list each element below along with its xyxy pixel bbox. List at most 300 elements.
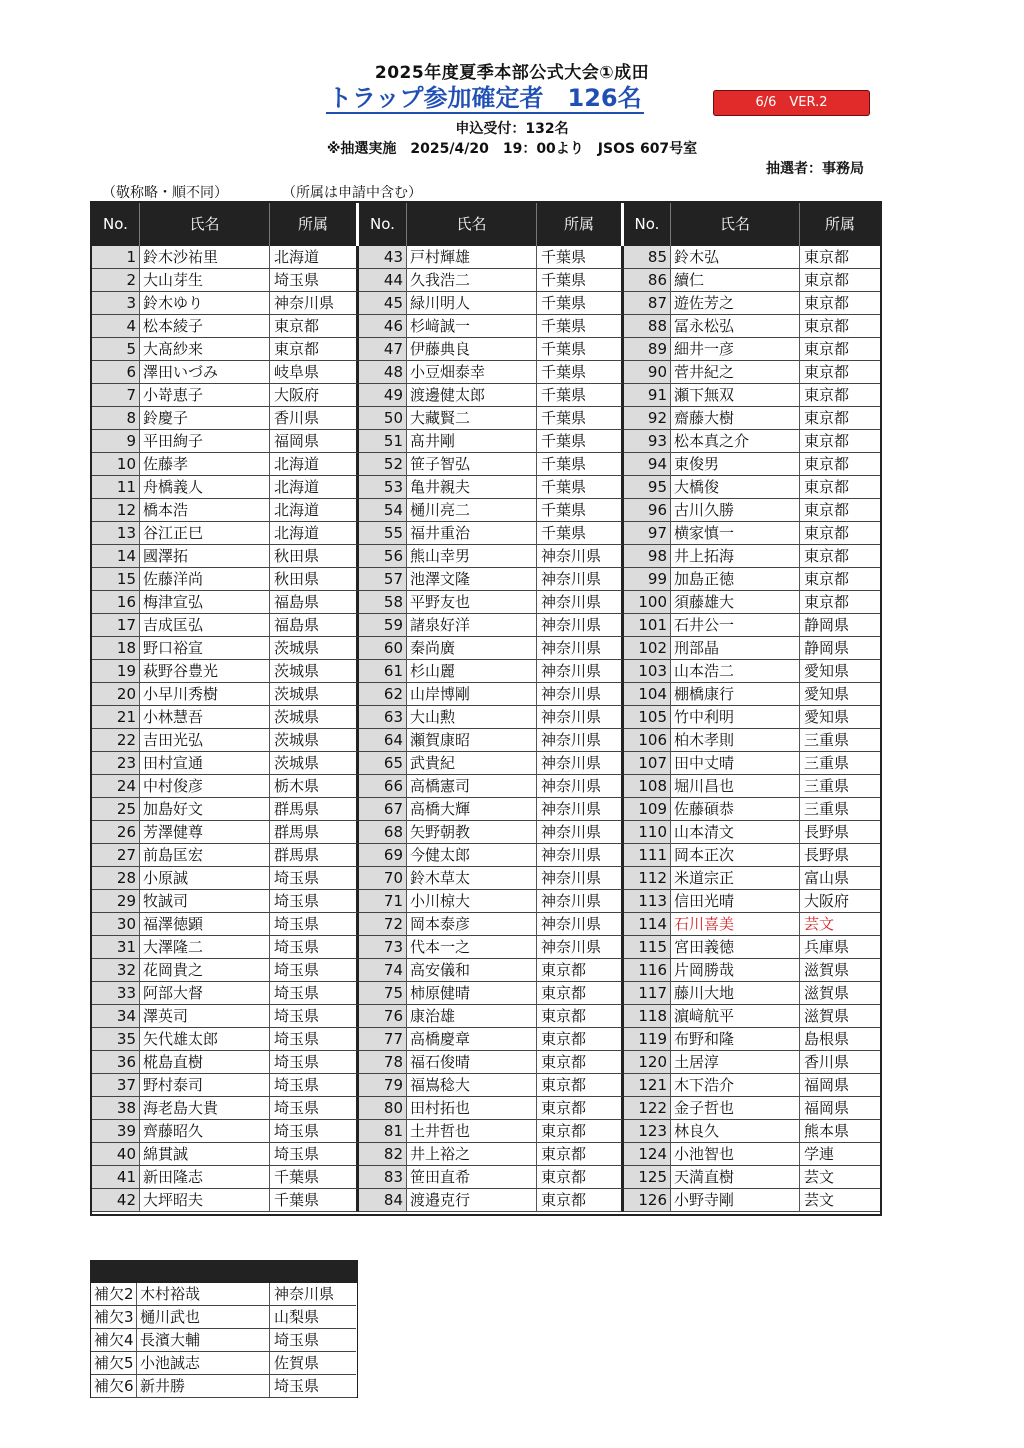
entry-name: 加島正徳	[671, 568, 800, 591]
entry-affiliation: 神奈川県	[537, 775, 624, 798]
entry-number: 46	[359, 315, 407, 338]
entry-number: 6	[92, 361, 140, 384]
entry-affiliation: 東京都	[800, 430, 880, 453]
entry-name: 橋本浩	[140, 499, 270, 522]
entry-number: 79	[359, 1074, 407, 1097]
header-name-3: 氏名	[671, 203, 800, 246]
reserve-row	[91, 1306, 357, 1329]
entry-name: 東俊男	[671, 453, 800, 476]
entry-name: 諸泉好洋	[407, 614, 537, 637]
table-body	[92, 246, 880, 1212]
entry-name: 佐藤孝	[140, 453, 270, 476]
entry-number: 23	[92, 752, 140, 775]
entry-affiliation: 東京都	[537, 1028, 624, 1051]
table-row	[92, 1189, 880, 1212]
entry-affiliation: 長野県	[800, 821, 880, 844]
entry-number: 78	[359, 1051, 407, 1074]
entry-name: 加島好文	[140, 798, 270, 821]
entry-name: 鈴木ゆり	[140, 292, 270, 315]
entry-number: 51	[359, 430, 407, 453]
entry-affiliation: 東京都	[800, 338, 880, 361]
entry-number: 2	[92, 269, 140, 292]
table-row	[92, 982, 880, 1005]
entry-number: 80	[359, 1097, 407, 1120]
table-row	[92, 476, 880, 499]
entry-name: 花岡貴之	[140, 959, 270, 982]
reserve-name: 樋川武也	[137, 1306, 270, 1329]
entry-affiliation: 神奈川県	[537, 821, 624, 844]
note-affiliation: （所属は申請中含む）	[282, 185, 422, 201]
entry-affiliation: 東京都	[537, 1143, 624, 1166]
entry-name: 田村拓也	[407, 1097, 537, 1120]
entry-affiliation: 芸文	[800, 913, 880, 936]
entry-affiliation: 愛知県	[800, 706, 880, 729]
entry-number: 57	[359, 568, 407, 591]
table-row	[92, 1143, 880, 1166]
table-row	[92, 637, 880, 660]
table-row	[92, 1074, 880, 1097]
drawer-info: 抽選者：事務局	[766, 161, 864, 177]
entry-name: 山本浩二	[671, 660, 800, 683]
table-row	[92, 522, 880, 545]
entry-affiliation: 東京都	[270, 315, 359, 338]
entry-affiliation: 東京都	[800, 315, 880, 338]
entry-affiliation: 芸文	[800, 1189, 880, 1212]
entry-name: 布野和隆	[671, 1028, 800, 1051]
entry-name: 今健太郎	[407, 844, 537, 867]
entry-affiliation: 埼玉県	[270, 913, 359, 936]
entry-name: 亀井親夫	[407, 476, 537, 499]
entry-affiliation: 千葉県	[537, 522, 624, 545]
entry-name: 小野寺剛	[671, 1189, 800, 1212]
entry-number: 102	[624, 637, 671, 660]
entry-name: 阿部大督	[140, 982, 270, 1005]
entry-name: 小池智也	[671, 1143, 800, 1166]
reserve-name: 木村裕哉	[137, 1283, 270, 1306]
entry-affiliation: 島根県	[800, 1028, 880, 1051]
entry-number: 105	[624, 706, 671, 729]
entry-number: 49	[359, 384, 407, 407]
entry-affiliation: 神奈川県	[537, 913, 624, 936]
entry-number: 43	[359, 246, 407, 269]
reserve-table	[90, 1260, 358, 1398]
table-row	[92, 1028, 880, 1051]
entry-number: 63	[359, 706, 407, 729]
entry-number: 126	[624, 1189, 671, 1212]
entry-affiliation: 三重県	[800, 752, 880, 775]
entry-affiliation: 埼玉県	[270, 1120, 359, 1143]
entry-number: 123	[624, 1120, 671, 1143]
entry-affiliation: 東京都	[537, 1074, 624, 1097]
entry-affiliation: 神奈川県	[537, 844, 624, 867]
entry-name: 戸村輝雄	[407, 246, 537, 269]
entry-affiliation: 神奈川県	[537, 729, 624, 752]
table-row	[92, 959, 880, 982]
entry-affiliation: 東京都	[800, 384, 880, 407]
entry-affiliation: 茨城県	[270, 660, 359, 683]
table-row	[92, 499, 880, 522]
entry-affiliation: 三重県	[800, 775, 880, 798]
entry-number: 82	[359, 1143, 407, 1166]
entry-name: 緑川明人	[407, 292, 537, 315]
entry-name: 吉田光弘	[140, 729, 270, 752]
entry-name: 松本綾子	[140, 315, 270, 338]
entry-number: 114	[624, 913, 671, 936]
entry-affiliation: 千葉県	[537, 499, 624, 522]
entry-name: 山本清文	[671, 821, 800, 844]
entry-affiliation: 神奈川県	[537, 706, 624, 729]
entry-name: 堀川昌也	[671, 775, 800, 798]
entry-number: 64	[359, 729, 407, 752]
entry-name: 岡本泰彦	[407, 913, 537, 936]
entry-affiliation: 神奈川県	[537, 890, 624, 913]
entry-number: 106	[624, 729, 671, 752]
entry-name: 小林慧吾	[140, 706, 270, 729]
entry-number: 59	[359, 614, 407, 637]
entry-name: 福井重治	[407, 522, 537, 545]
entry-name: 高安儀和	[407, 959, 537, 982]
entry-name: 笹子智弘	[407, 453, 537, 476]
header-aff-1: 所属	[270, 203, 359, 246]
reserve-name: 小池誠志	[137, 1352, 270, 1375]
entry-affiliation: 東京都	[537, 1120, 624, 1143]
entry-affiliation: 群馬県	[270, 821, 359, 844]
entry-name: 米道宗正	[671, 867, 800, 890]
entry-number: 53	[359, 476, 407, 499]
entry-affiliation: 熊本県	[800, 1120, 880, 1143]
entry-number: 111	[624, 844, 671, 867]
entry-number: 118	[624, 1005, 671, 1028]
table-row	[92, 246, 880, 269]
entry-affiliation: 東京都	[537, 1051, 624, 1074]
entry-number: 25	[92, 798, 140, 821]
entry-name: 井上裕之	[407, 1143, 537, 1166]
entry-number: 76	[359, 1005, 407, 1028]
entry-name: 石井公一	[671, 614, 800, 637]
entry-affiliation: 埼玉県	[270, 867, 359, 890]
entry-name: 笹田直希	[407, 1166, 537, 1189]
entry-number: 101	[624, 614, 671, 637]
entry-number: 48	[359, 361, 407, 384]
entry-affiliation: 茨城県	[270, 729, 359, 752]
entry-affiliation: 東京都	[800, 361, 880, 384]
entry-affiliation: 千葉県	[537, 476, 624, 499]
entry-name: 代本一之	[407, 936, 537, 959]
entry-name: 鈴慶子	[140, 407, 270, 430]
entry-name: 瀬賀康昭	[407, 729, 537, 752]
table-row	[92, 338, 880, 361]
entry-number: 58	[359, 591, 407, 614]
entry-affiliation: 愛知県	[800, 683, 880, 706]
entry-number: 50	[359, 407, 407, 430]
entry-affiliation: 秋田県	[270, 568, 359, 591]
entry-number: 81	[359, 1120, 407, 1143]
entry-affiliation: 東京都	[800, 292, 880, 315]
entry-name: 棚橋康行	[671, 683, 800, 706]
entry-number: 16	[92, 591, 140, 614]
entry-affiliation: 兵庫県	[800, 936, 880, 959]
entry-name: 刑部晶	[671, 637, 800, 660]
entry-affiliation: 東京都	[270, 338, 359, 361]
entry-affiliation: 香川県	[270, 407, 359, 430]
entry-name: 澤英司	[140, 1005, 270, 1028]
entry-number: 100	[624, 591, 671, 614]
entry-name: 高橋慶章	[407, 1028, 537, 1051]
entry-affiliation: 千葉県	[537, 407, 624, 430]
entry-number: 121	[624, 1074, 671, 1097]
table-row	[92, 890, 880, 913]
entry-name: 林良久	[671, 1120, 800, 1143]
entry-number: 15	[92, 568, 140, 591]
entry-number: 61	[359, 660, 407, 683]
entry-name: 萩野谷豊光	[140, 660, 270, 683]
entry-number: 19	[92, 660, 140, 683]
entry-number: 110	[624, 821, 671, 844]
entry-number: 24	[92, 775, 140, 798]
entry-affiliation: 千葉県	[537, 384, 624, 407]
entry-number: 44	[359, 269, 407, 292]
entry-name: 矢野朝教	[407, 821, 537, 844]
entry-affiliation: 茨城県	[270, 637, 359, 660]
entry-number: 85	[624, 246, 671, 269]
reserve-row	[91, 1329, 357, 1352]
entry-number: 62	[359, 683, 407, 706]
entry-affiliation: 福島県	[270, 591, 359, 614]
entry-number: 35	[92, 1028, 140, 1051]
entry-number: 115	[624, 936, 671, 959]
entry-number: 72	[359, 913, 407, 936]
reserve-affiliation: 神奈川県	[270, 1283, 356, 1306]
table-row	[92, 821, 880, 844]
table-row	[92, 384, 880, 407]
entry-affiliation: 東京都	[800, 453, 880, 476]
entry-affiliation: 東京都	[537, 959, 624, 982]
table-row	[92, 706, 880, 729]
entry-number: 42	[92, 1189, 140, 1212]
entry-number: 39	[92, 1120, 140, 1143]
entry-affiliation: 北海道	[270, 476, 359, 499]
entry-affiliation: 神奈川県	[270, 292, 359, 315]
entry-number: 11	[92, 476, 140, 499]
entry-name: 熊山幸男	[407, 545, 537, 568]
entry-affiliation: 茨城県	[270, 683, 359, 706]
table-row	[92, 453, 880, 476]
entry-name: 菅井紀之	[671, 361, 800, 384]
entry-affiliation: 神奈川県	[537, 545, 624, 568]
entry-affiliation: 埼玉県	[270, 959, 359, 982]
entry-affiliation: 埼玉県	[270, 1143, 359, 1166]
entry-name: 鈴木弘	[671, 246, 800, 269]
entry-affiliation: 神奈川県	[537, 683, 624, 706]
entry-affiliation: 東京都	[800, 499, 880, 522]
header-no-2: No.	[359, 203, 407, 246]
entry-number: 84	[359, 1189, 407, 1212]
entry-name: 山岸博剛	[407, 683, 537, 706]
entry-affiliation: 東京都	[800, 269, 880, 292]
entry-name: 新田隆志	[140, 1166, 270, 1189]
entry-name: 國澤拓	[140, 545, 270, 568]
entry-number: 1	[92, 246, 140, 269]
entry-number: 12	[92, 499, 140, 522]
entry-affiliation: 秋田県	[270, 545, 359, 568]
entry-number: 34	[92, 1005, 140, 1028]
header-no-3: No.	[624, 203, 671, 246]
reserve-row	[91, 1283, 357, 1306]
entry-name: 野村泰司	[140, 1074, 270, 1097]
document-subtitle: トラップ参加確定者 126名	[328, 84, 642, 112]
entry-name: 高橋大輝	[407, 798, 537, 821]
entry-name: 小豆畑泰幸	[407, 361, 537, 384]
entry-number: 31	[92, 936, 140, 959]
entry-number: 33	[92, 982, 140, 1005]
entry-number: 14	[92, 545, 140, 568]
entry-affiliation: 栃木県	[270, 775, 359, 798]
lottery-info: ※抽選実施 2025/4/20 19：00より JSOS 607号室	[326, 141, 698, 157]
entry-name: 木下浩介	[671, 1074, 800, 1097]
table-row	[92, 683, 880, 706]
entry-affiliation: 神奈川県	[537, 936, 624, 959]
entry-number: 27	[92, 844, 140, 867]
header-name-2: 氏名	[407, 203, 537, 246]
entry-number: 116	[624, 959, 671, 982]
entry-affiliation: 東京都	[800, 591, 880, 614]
reserve-name: 新井勝	[137, 1375, 270, 1398]
entry-number: 67	[359, 798, 407, 821]
entry-affiliation: 群馬県	[270, 798, 359, 821]
entry-affiliation: 東京都	[537, 1189, 624, 1212]
reserve-row	[91, 1352, 357, 1375]
entry-affiliation: 静岡県	[800, 637, 880, 660]
entry-number: 13	[92, 522, 140, 545]
entry-affiliation: 神奈川県	[537, 798, 624, 821]
entry-affiliation: 三重県	[800, 729, 880, 752]
entry-affiliation: 東京都	[537, 982, 624, 1005]
entry-affiliation: 千葉県	[537, 315, 624, 338]
entry-affiliation: 富山県	[800, 867, 880, 890]
entry-affiliation: 北海道	[270, 453, 359, 476]
entry-affiliation: 大阪府	[800, 890, 880, 913]
entry-name: 康治雄	[407, 1005, 537, 1028]
table-row	[92, 798, 880, 821]
entry-name: 遊佐芳之	[671, 292, 800, 315]
entry-name: 牧誠司	[140, 890, 270, 913]
entry-number: 29	[92, 890, 140, 913]
entry-name: 池澤文隆	[407, 568, 537, 591]
table-row	[92, 614, 880, 637]
entry-affiliation: 埼玉県	[270, 1097, 359, 1120]
entry-affiliation: 東京都	[800, 522, 880, 545]
entry-name: 梅津宣弘	[140, 591, 270, 614]
entry-number: 95	[624, 476, 671, 499]
entry-affiliation: 千葉県	[537, 453, 624, 476]
entry-affiliation: 神奈川県	[537, 637, 624, 660]
table-row	[92, 867, 880, 890]
entry-number: 37	[92, 1074, 140, 1097]
entry-name: 竹中利明	[671, 706, 800, 729]
reserve-body	[91, 1283, 357, 1398]
entry-affiliation: 埼玉県	[270, 890, 359, 913]
entry-affiliation: 滋賀県	[800, 982, 880, 1005]
entry-number: 125	[624, 1166, 671, 1189]
entry-number: 117	[624, 982, 671, 1005]
entry-name: 齋藤大樹	[671, 407, 800, 430]
entry-name: 柿原健晴	[407, 982, 537, 1005]
entry-affiliation: 学連	[800, 1143, 880, 1166]
entry-name: 福嶌稔大	[407, 1074, 537, 1097]
entry-name: 續仁	[671, 269, 800, 292]
entry-number: 122	[624, 1097, 671, 1120]
entry-number: 36	[92, 1051, 140, 1074]
entry-number: 10	[92, 453, 140, 476]
entry-name: 天満直樹	[671, 1166, 800, 1189]
entry-affiliation: 埼玉県	[270, 1074, 359, 1097]
entry-affiliation: 群馬県	[270, 844, 359, 867]
table-row	[92, 292, 880, 315]
entry-affiliation: 埼玉県	[270, 1051, 359, 1074]
entry-affiliation: 東京都	[800, 407, 880, 430]
table-row	[92, 568, 880, 591]
entry-number: 86	[624, 269, 671, 292]
entry-name: 井上拓海	[671, 545, 800, 568]
table-row	[92, 315, 880, 338]
table-row	[92, 660, 880, 683]
entry-number: 56	[359, 545, 407, 568]
reserve-name: 長濱大輔	[137, 1329, 270, 1352]
entry-name: 大藏賢二	[407, 407, 537, 430]
entry-name: 大坪昭夫	[140, 1189, 270, 1212]
entry-number: 32	[92, 959, 140, 982]
entry-name: 久我浩二	[407, 269, 537, 292]
entry-number: 99	[624, 568, 671, 591]
entry-number: 89	[624, 338, 671, 361]
entry-affiliation: 埼玉県	[270, 936, 359, 959]
entry-affiliation: 埼玉県	[270, 982, 359, 1005]
entry-affiliation: 長野県	[800, 844, 880, 867]
entry-affiliation: 千葉県	[537, 269, 624, 292]
entry-name: 澤田いづみ	[140, 361, 270, 384]
table-row	[92, 430, 880, 453]
entry-affiliation: 神奈川県	[537, 867, 624, 890]
entry-number: 30	[92, 913, 140, 936]
entry-name: 信田光晴	[671, 890, 800, 913]
reserve-affiliation: 山梨県	[270, 1306, 356, 1329]
entry-number: 21	[92, 706, 140, 729]
entry-name: 柏木孝則	[671, 729, 800, 752]
entry-number: 38	[92, 1097, 140, 1120]
entry-number: 71	[359, 890, 407, 913]
entry-name: 平野友也	[407, 591, 537, 614]
header-name-1: 氏名	[140, 203, 270, 246]
header-no-1: No.	[92, 203, 140, 246]
table-row	[92, 1051, 880, 1074]
entry-affiliation: 神奈川県	[537, 660, 624, 683]
entry-affiliation: 北海道	[270, 522, 359, 545]
entry-name: 石川喜美	[671, 913, 800, 936]
entry-affiliation: 東京都	[800, 545, 880, 568]
entry-name: 野口裕宣	[140, 637, 270, 660]
entry-name: 佐藤碩恭	[671, 798, 800, 821]
entry-name: 土居淳	[671, 1051, 800, 1074]
entry-affiliation: 福岡県	[800, 1074, 880, 1097]
reserve-number: 補欠2	[91, 1283, 137, 1306]
entry-affiliation: 福島県	[270, 614, 359, 637]
entry-number: 92	[624, 407, 671, 430]
version-badge: 6/6 VER.2	[713, 90, 870, 116]
entry-name: 岡本正次	[671, 844, 800, 867]
table-row	[92, 936, 880, 959]
entry-affiliation: 茨城県	[270, 706, 359, 729]
entry-affiliation: 神奈川県	[537, 568, 624, 591]
